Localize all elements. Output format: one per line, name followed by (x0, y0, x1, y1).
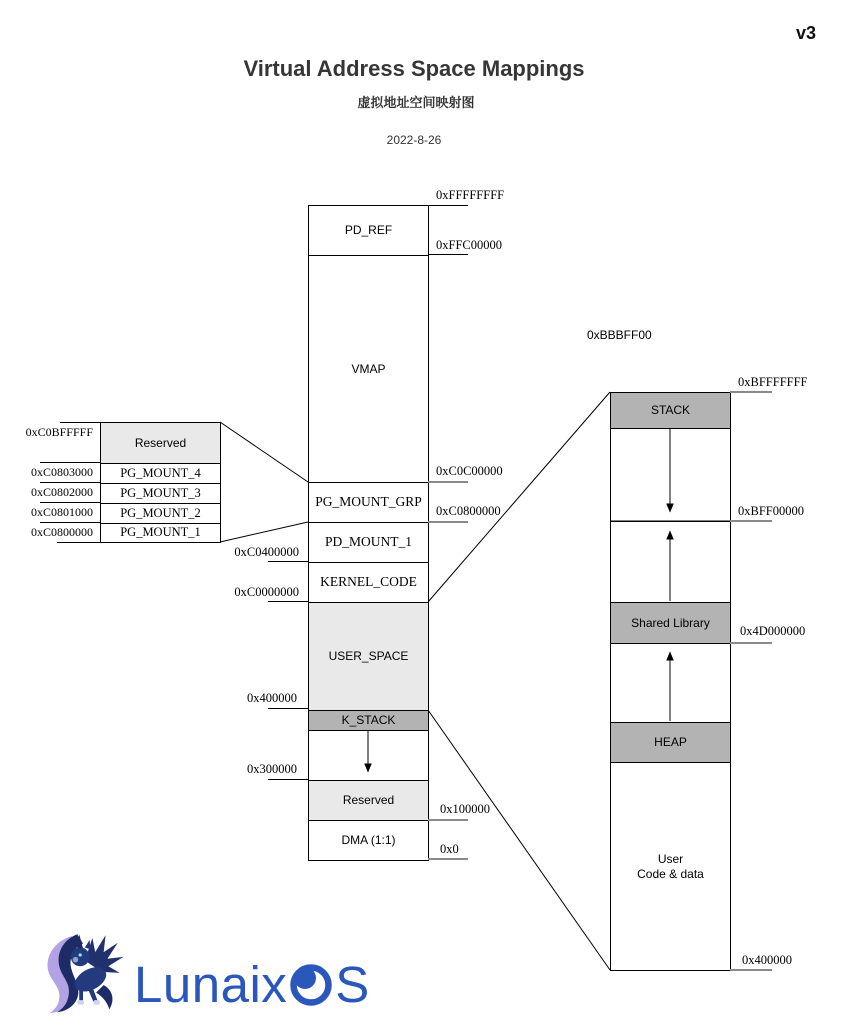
connector-detail-top (220, 422, 308, 482)
lunaixos-wordmark (134, 955, 370, 1013)
tick-0x400000-user (730, 969, 772, 971)
segment-shared-library (610, 602, 731, 644)
segment-k-stack-growth-gap (308, 730, 429, 781)
tick-0xc0803000 (40, 462, 100, 463)
tick-0xc0000000 (268, 601, 308, 602)
address-0xffc00000: 0xFFC00000 (436, 238, 502, 252)
segment-label: PG_MOUNT_1 (120, 525, 201, 540)
segment-label: PG_MOUNT_GRP (315, 494, 422, 510)
segment-label: PG_MOUNT_4 (120, 465, 201, 480)
tick-0xc0400000 (268, 561, 308, 562)
segment-label: VMAP (351, 361, 386, 376)
segment-stack (610, 392, 731, 429)
address-0xc0bfffff: 0xC0BFFFFF (25, 425, 93, 439)
address-0x4d000000: 0x4D000000 (740, 624, 806, 638)
tick-0xbfffffff (730, 391, 772, 393)
wordmark-s: S (335, 955, 370, 1013)
segment-reserved-low (308, 780, 429, 821)
segment-label: Shared Library (631, 615, 710, 630)
segment-heap (610, 722, 731, 763)
address-0xc0801000: 0xC0801000 (30, 505, 93, 519)
detail-pg-mount-3 (100, 483, 221, 504)
tick-0xc0800000 (40, 522, 100, 523)
segment-stack-growth-gap (610, 428, 731, 522)
segment-pd-mount-1 (308, 522, 429, 563)
address-0x0: 0x0 (440, 842, 459, 856)
segment-pd-ref (308, 205, 429, 256)
address-0x300000: 0x300000 (247, 762, 297, 776)
segment-label: HEAP (654, 735, 687, 749)
tick-0x0 (428, 858, 468, 860)
detail-pg-mount-4 (100, 463, 221, 484)
tick-detail-bottom (57, 542, 100, 543)
connector-detail-bottom (220, 522, 308, 542)
address-0xc0800000-detail: 0xC0800000 (30, 525, 93, 539)
segment-label: K_STACK (341, 713, 396, 727)
tick-0xffffffff (428, 205, 468, 206)
address-0x100000: 0x100000 (440, 802, 490, 816)
address-0xc0000000: 0xC0000000 (234, 585, 299, 599)
tick-0x300000 (268, 779, 308, 780)
address-0xbff00000: 0xBFF00000 (738, 504, 804, 518)
date-label: 2022-8-26 (386, 133, 442, 147)
segment-user-space (308, 602, 429, 711)
detail-pg-mount-1 (100, 523, 221, 543)
segment-vmap (308, 255, 429, 483)
segment-mmap-gap (610, 521, 731, 603)
tick-0xbff00000 (730, 520, 772, 522)
address-0xc0800000: 0xC0800000 (436, 504, 501, 518)
address-0xc0802000: 0xC0802000 (30, 485, 93, 499)
tick-0xffc00000 (428, 254, 468, 255)
tick-0x400000 (268, 708, 308, 709)
tick-0x4d000000 (730, 642, 772, 644)
tick-0xc0802000 (40, 482, 100, 483)
segment-user-code-data (610, 762, 731, 971)
segment-pg-mount-grp (308, 482, 429, 523)
address-0xc0803000: 0xC0803000 (30, 465, 93, 479)
address-0xbbbff00: 0xBBBFF00 (587, 328, 652, 342)
address-0xc0c00000: 0xC0C00000 (436, 464, 503, 478)
page-title: Virtual Address Space Mappings (243, 56, 585, 81)
luna-pony-mascot-icon (36, 922, 130, 1018)
version-tag: v3 (795, 23, 816, 43)
segment-label: PG_MOUNT_2 (120, 505, 201, 520)
segment-heap-growth-gap (610, 643, 731, 723)
connector-user-bottom (428, 710, 610, 970)
segment-label: Reserved (134, 435, 187, 450)
address-0xc0400000: 0xC0400000 (234, 545, 299, 559)
wordmark-lunaix: Lunaix (134, 955, 288, 1013)
segment-label: PD_REF (344, 223, 393, 237)
address-0xbfffffff: 0xBFFFFFFF (738, 375, 808, 389)
segment-label-line2: Code & data (637, 866, 704, 881)
segment-k-stack (308, 710, 429, 731)
connector-user-top (428, 392, 610, 602)
tick-0x100000 (428, 819, 468, 821)
segment-label-line1: User (657, 851, 684, 866)
tick-0xc0801000 (40, 502, 100, 503)
detail-pg-mount-2 (100, 503, 221, 524)
segment-dma (308, 820, 429, 861)
page-subtitle-chinese: 虚拟地址空间映射图 (357, 95, 475, 110)
lunaixos-logo (36, 922, 370, 1018)
address-0xffffffff: 0xFFFFFFFF (436, 188, 505, 202)
detail-reserved (100, 422, 221, 464)
address-0x400000: 0x400000 (247, 691, 297, 705)
segment-label: Reserved (342, 793, 395, 807)
tick-0xc0bfffff (60, 422, 100, 423)
crescent-moon-o-icon (288, 961, 334, 1007)
address-0x400000-user: 0x400000 (742, 953, 792, 967)
segment-label: PG_MOUNT_3 (120, 485, 201, 500)
tick-0xc0800000 (428, 521, 468, 523)
segment-kernel-code (308, 562, 429, 603)
segment-label: USER_SPACE (328, 649, 409, 663)
segment-label: PD_MOUNT_1 (324, 534, 412, 550)
segment-label: STACK (650, 403, 691, 417)
segment-label: DMA (1:1) (341, 833, 396, 847)
segment-label: KERNEL_CODE (320, 574, 417, 590)
tick-0xc0c00000 (428, 481, 468, 483)
